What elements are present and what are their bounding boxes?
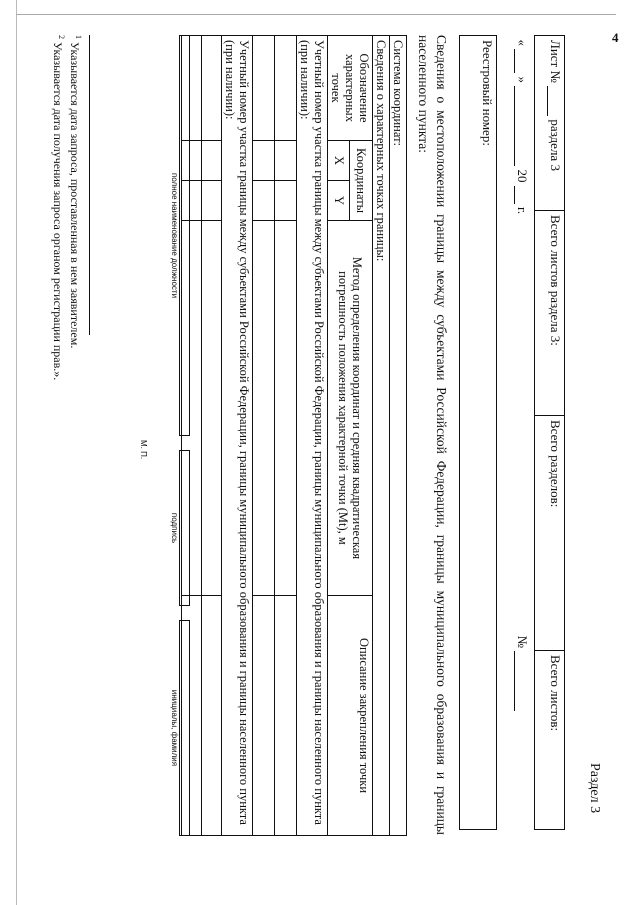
- number-blank: [514, 651, 526, 711]
- col-method-header: Метод определения координат и средняя квадратическая погрешность положения характерной точки (Mt), м: [328, 221, 373, 596]
- total-sheets-section-cell: [535, 211, 565, 416]
- registry-number-label: Реестровый номер:: [480, 40, 495, 146]
- footnote-rule: [89, 35, 90, 335]
- table-cell: [275, 36, 297, 141]
- table-cell: [253, 181, 275, 221]
- sheet-label: Лист №: [548, 40, 563, 83]
- table-cell: [202, 596, 222, 836]
- registry-table: [459, 35, 497, 830]
- registry-number-cell: [460, 36, 497, 830]
- day-blank: [514, 49, 526, 73]
- date-close-quote: »: [515, 76, 530, 83]
- parcel-number-cell: [297, 36, 328, 836]
- col-fixing-header: Описание закрепления точки: [328, 596, 373, 836]
- footnote-text: Указывается дата запроса, проставленная в нем заявителем.: [68, 42, 82, 349]
- table-cell: [253, 221, 275, 596]
- scan-edge-top: [16, 14, 616, 15]
- table-cell: [275, 141, 297, 181]
- coordinate-system-label: Система координат:: [391, 40, 405, 147]
- boundary-points-table: [181, 35, 407, 836]
- year-prefix: 20: [515, 169, 530, 183]
- total-sheets-section-label: Всего листов раздела 3:: [548, 215, 563, 346]
- table-cell: [202, 36, 222, 141]
- boundary-number-label: Учетный номер участка границы между субъектами Российской Федерации, границы муниципального образования и границы населенного пункта (при наличии):: [223, 40, 251, 825]
- table-cell: [253, 36, 275, 141]
- position-field: [180, 36, 190, 436]
- stamp-caption: М. П.: [139, 440, 148, 460]
- position-caption: полное наименование должности: [168, 36, 180, 436]
- parcel-number-label: Учетный номер участка границы между субъектами Российской Федерации, границы муниципального образования и границы населенного пункта (при наличии):: [298, 40, 326, 825]
- signature-field: [180, 451, 190, 606]
- col-designation-header: Обозначение характерных точек: [328, 36, 373, 141]
- page-number: 4: [612, 30, 619, 45]
- footnote-1: [68, 35, 85, 380]
- number-sign: №: [515, 635, 530, 649]
- col-y-header: Y: [328, 181, 351, 221]
- footnote-mark: 1: [74, 35, 83, 39]
- points-info-cell: [373, 36, 390, 836]
- footnote-text: Указывается дата получения запроса органом регистрации прав.».: [51, 42, 65, 381]
- table-cell: [202, 181, 222, 221]
- coordinate-system-cell: [390, 36, 407, 836]
- section-label: Раздел 3: [587, 763, 602, 814]
- signature-table: [168, 35, 191, 836]
- table-cell: [275, 181, 297, 221]
- scan-edge-left: [16, 0, 17, 905]
- col-coordinates-header: Координаты: [350, 141, 373, 221]
- footnotes: [51, 35, 85, 380]
- year-blank: [514, 186, 526, 204]
- name-field: [180, 621, 190, 836]
- signature-caption: подпись: [168, 451, 180, 606]
- sheet-number-blank: [547, 86, 559, 116]
- rotated-form-sheet: [30, 25, 610, 880]
- footnote-2: [51, 35, 68, 380]
- section-of-label: раздела 3: [548, 119, 563, 171]
- name-caption: инициалы, фамилия: [168, 621, 180, 836]
- points-info-label: Сведения о характерных точках границы:: [374, 40, 388, 262]
- sheet-number-cell: [535, 36, 565, 211]
- date-open-quote: «: [515, 39, 530, 46]
- table-cell: [253, 596, 275, 836]
- table-cell: [253, 141, 275, 181]
- year-suffix: г.: [515, 207, 530, 215]
- date-row: [505, 36, 535, 830]
- total-sections-cell: [535, 416, 565, 651]
- table-cell: [202, 221, 222, 596]
- table-cell: [275, 221, 297, 596]
- table-cell: [202, 141, 222, 181]
- total-sections-label: Всего разделов:: [548, 420, 563, 508]
- boundary-number-cell: [222, 36, 253, 836]
- col-x-header: X: [328, 141, 351, 181]
- intro-text: Сведения о местоположении границы между субъектами Российской Федерации, границы муниципального образования и границы населенного пункта:: [416, 35, 449, 835]
- header-table: [505, 35, 566, 830]
- total-sheets-label: Всего листов:: [548, 655, 563, 732]
- footnote-mark: 2: [57, 35, 66, 39]
- month-blank: [514, 86, 526, 166]
- total-sheets-cell: [535, 651, 565, 830]
- table-cell: [275, 596, 297, 836]
